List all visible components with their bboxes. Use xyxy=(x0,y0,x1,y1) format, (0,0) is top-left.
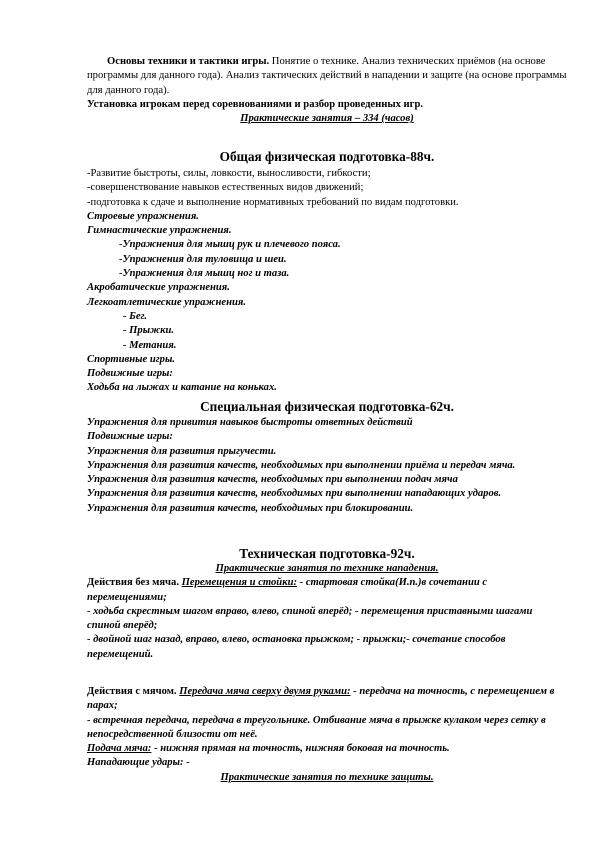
sfp-line: Упражнения для развития прыгучести. xyxy=(87,445,277,457)
ofp-section xyxy=(87,148,567,165)
sfp-line: Подвижные игры: xyxy=(87,431,173,443)
ofp-ski: Ходьба на лыжах и катание на коньках. xyxy=(87,382,277,394)
ofp-gym-item: -Упражнения для мышц рук и плечевого пояса. xyxy=(119,239,341,251)
tech-body xyxy=(87,562,567,662)
serve-line: Подача мяча: - нижняя прямая на точность, нижняя боковая на точность. xyxy=(87,743,450,755)
sfp-line: Упражнения для развития качеств, необходимых при блокировании. xyxy=(87,502,414,514)
ofp-gym-item: -Упражнения для туловища и шеи. xyxy=(119,253,287,265)
sfp-body xyxy=(87,416,567,516)
ofp-la: Легкоатлетические упражнения. xyxy=(87,296,246,308)
practical-hours: Практические занятия – 334 (часов) xyxy=(240,113,414,125)
sfp-section xyxy=(87,398,567,415)
ofp-gym-item: -Упражнения для мышц ног и таза. xyxy=(119,268,290,280)
no-ball-line: - ходьба скрестным шагом вправо, влево, спиной вперёд; - перемещения приставными шагами спиной вперёд; xyxy=(87,605,533,632)
defense-heading: Практические занятия по технике защиты. xyxy=(220,771,434,783)
ofp-line: -подготовка к сдаче и выполнение нормативных требований по видам подготовки. xyxy=(87,196,459,208)
sfp-line: Упражнения для развития качеств, необходимых при выполнении подач мяча xyxy=(87,474,458,486)
no-ball-line: - двойной шаг назад, вправо, влево, остановка прыжком; - прыжки;- сочетание способов перемещений. xyxy=(87,634,506,660)
ball-section xyxy=(87,685,567,785)
sfp-line: Упражнения для развития качеств, необходимых при выполнении приёма и передач мяча. xyxy=(87,459,516,471)
ofp-la-item: - Метания. xyxy=(123,339,177,351)
tech-heading: Техническая подготовка-92ч. xyxy=(239,546,415,561)
ofp-line: -совершенствование навыков естественных видов движений; xyxy=(87,182,364,194)
sfp-line: Упражнения для развития качеств, необходимых при выполнении нападающих ударов. xyxy=(87,488,502,500)
ofp-heading: Общая физическая подготовка-88ч. xyxy=(219,149,435,164)
no-ball-paragraph: Действия без мяча. Перемещения и стойки: - стартовая стойка(И.п.)в сочетании с перемещениями; xyxy=(87,577,488,603)
intro-paragraph xyxy=(87,55,567,98)
attack-line: Нападающие удары: - xyxy=(87,757,190,769)
ofp-la-item: - Прыжки. xyxy=(123,325,175,337)
ball-paragraph: Действия с мячом. Передача мяча сверху двумя руками: - передача на точность, с перемещением в парах; xyxy=(87,686,555,712)
ofp-gym: Гимнастические упражнения. xyxy=(87,225,232,237)
sfp-line: Упражнения для привития навыков быстроты ответных действий xyxy=(87,417,413,428)
ball-line: - встречная передача, передача в треугольнике. Отбивание мяча в прыжке кулаком через сетку в непосредственной близости от неё. xyxy=(87,714,546,740)
intro-bold: Основы техники и тактики игры. xyxy=(107,56,270,67)
ofp-sport: Спортивные игры. xyxy=(87,353,175,365)
ofp-acro: Акробатические упражнения. xyxy=(87,282,230,294)
ofp-line: -Развитие быстроты, силы, ловкости, выносливости, гибкости; xyxy=(87,168,371,179)
sfp-heading: Специальная физическая подготовка-62ч. xyxy=(200,399,454,414)
ofp-mobile: Подвижные игры: xyxy=(87,368,173,380)
ofp-stroy: Строевые упражнения. xyxy=(87,210,199,222)
ofp-la-item: - Бег. xyxy=(123,310,148,322)
intro-section xyxy=(87,55,567,126)
intro-setup-line: Установка игрокам перед соревнованиями и разбор проведенных игр. xyxy=(87,98,424,110)
intro-text: Понятие о технике. Анализ технических приёмов (на основе программы для данного года). Анализ тактических действий в нападении и защите (на основе программы для данного года). xyxy=(87,56,567,96)
tech-section xyxy=(87,545,567,562)
ofp-body xyxy=(87,167,567,396)
tech-subheading: Практические занятия по технике нападения. xyxy=(215,563,439,574)
